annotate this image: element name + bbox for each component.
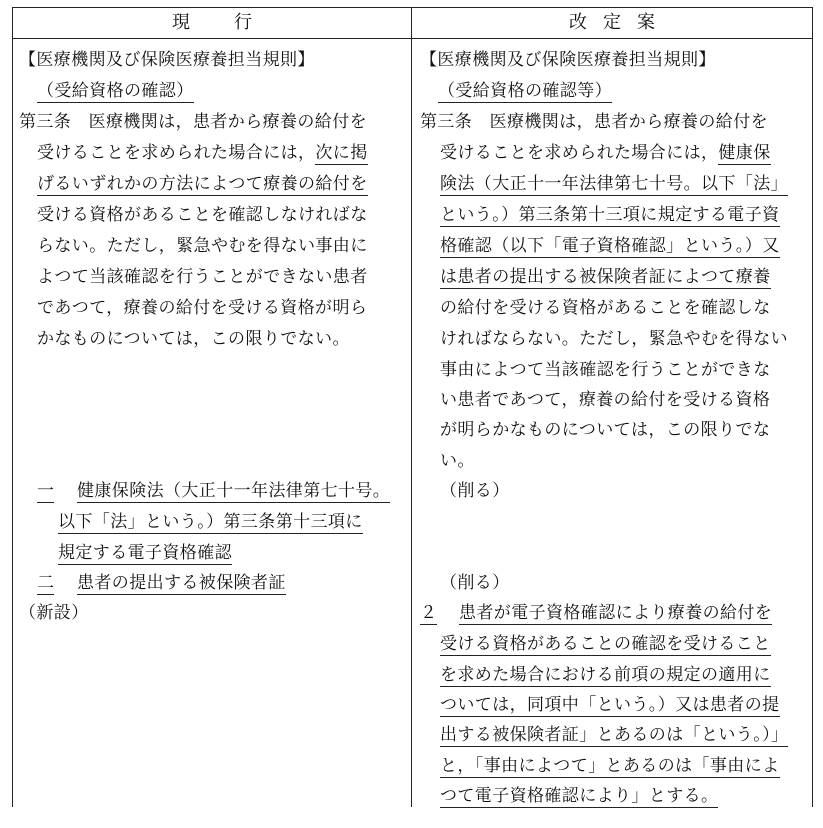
item-number-one: 一 (37, 481, 55, 501)
table-border-top (12, 7, 813, 8)
revised-line-text: 受けることを求められた場合には， (440, 143, 719, 163)
revised-article-line: が明らかなものについては，この限りでな (440, 420, 771, 440)
revised-article-caption (438, 79, 612, 103)
current-item-text: 健康保険法（大正十一年法律第七十号。 (77, 481, 391, 501)
current-article-caption (37, 79, 194, 103)
current-item-one-label (37, 479, 54, 503)
revised-new-text: 患者が電子資格確認により療養の給付を (459, 603, 773, 623)
current-item-two-label (37, 571, 54, 595)
current-line-text: 受けることを求められた場合には， (37, 143, 316, 163)
revised-article-line: 第三条 医療機関は，患者から療養の給付を (420, 112, 768, 132)
current-article-line: らない。ただし，緊急やむを得ない事由に (37, 236, 368, 256)
revised-article-line: 事由によつて当該確認を行うことができな (440, 360, 771, 380)
current-item-one-line (58, 510, 363, 534)
revised-article-line: ければならない。ただし，緊急やむを得ない (440, 329, 788, 349)
revised-paragraph-two-line (440, 663, 771, 687)
current-new-provision-note: （新設） (19, 603, 89, 623)
header-current: 現行 (172, 12, 296, 33)
column-divider (411, 7, 412, 807)
revised-article-line: い患者であつて，療養の給付を受ける資格 (440, 390, 771, 410)
revised-line-text-underlined: 格確認（以下「電子資格確認」という。）又 (440, 236, 780, 256)
current-item-one-line (77, 479, 390, 503)
revised-paragraph-two-line (459, 601, 772, 625)
revised-new-text: を求めた場合における前項の規定の適用に (440, 665, 771, 685)
revised-new-text: つて電子資格確認により」とする。 (440, 786, 719, 806)
revised-deleted-note-one: （削る） (440, 481, 510, 501)
revised-paragraph-two-line (440, 723, 788, 747)
revised-paragraph-two-number (420, 601, 437, 625)
current-line-text-underlined: げるいずれかの方法によつて療養の給付を (37, 174, 368, 194)
revised-line-text-underlined: は患者の提出する被保険者証によつて療養 (440, 267, 771, 287)
revised-new-text: 受ける資格があることの確認を受けること (440, 634, 771, 654)
revised-paragraph-two-line (440, 754, 780, 778)
revised-article-line (440, 203, 780, 227)
current-rule-title: 【医療機関及び保険医療養担当規則】 (19, 50, 315, 70)
revised-article-line (440, 265, 771, 289)
current-article-line: であつて，療養の給付を受ける資格が明ら (37, 298, 368, 318)
revised-rule-title: 【医療機関及び保険医療養担当規則】 (420, 50, 716, 70)
revised-paragraph-two-line (440, 784, 718, 808)
current-item-one-line (58, 541, 232, 565)
revised-new-text: 出する被保険者証」とあるのは「という。）」 (440, 725, 789, 745)
revised-article-line (440, 172, 788, 196)
header-divider (12, 38, 813, 39)
current-article-line: かなものについては，この限りでない。 (37, 329, 350, 349)
revised-deleted-note-two: （削る） (440, 573, 510, 593)
current-article-line (37, 172, 368, 196)
revised-line-text-underlined: 険法（大正十一年法律第七十号。以下「法」 (440, 174, 788, 194)
table-border-left (12, 7, 13, 807)
paragraph-number: ２ (420, 603, 438, 623)
current-item-text: 規定する電子資格確認 (58, 543, 232, 563)
current-article-line: 第三条 医療機関は，患者から療養の給付を (19, 112, 367, 132)
item-number-two: 二 (37, 573, 55, 593)
revised-new-text: ついては，同項中「という。）又は患者の提 (440, 695, 780, 715)
revised-line-text-underlined: という。）第三条第十三項に規定する電子資 (440, 205, 780, 225)
revised-paragraph-two-line (440, 632, 771, 656)
current-line-text-underlined: 次に掲 (315, 143, 368, 163)
current-item-text: 患者の提出する被保険者証 (77, 573, 286, 593)
current-item-text: 以下「法」という。）第三条第十三項に (58, 512, 363, 532)
current-article-line: よつて当該確認を行うことができない患者 (37, 267, 368, 287)
table-border-right (812, 7, 813, 807)
current-caption-text: （受給資格の確認） (37, 81, 194, 101)
revised-caption-text: （受給資格の確認等） (438, 81, 612, 101)
current-item-two-line (77, 571, 286, 595)
revised-article-line: の給付を受ける資格があることを確認しな (440, 298, 771, 318)
revised-paragraph-two-line (440, 693, 780, 717)
current-article-line: 受ける資格があることを確認しなければな (37, 205, 368, 225)
header-revised: 改定案 (569, 12, 671, 33)
revised-article-line (440, 141, 771, 165)
current-article-line (37, 141, 368, 165)
revised-article-line: い。 (440, 451, 475, 471)
revised-article-line (440, 234, 780, 258)
revised-line-text-underlined: 健康保 (718, 143, 771, 163)
revised-new-text: と，「事由によつて」とあるのは「事由によ (440, 756, 780, 776)
